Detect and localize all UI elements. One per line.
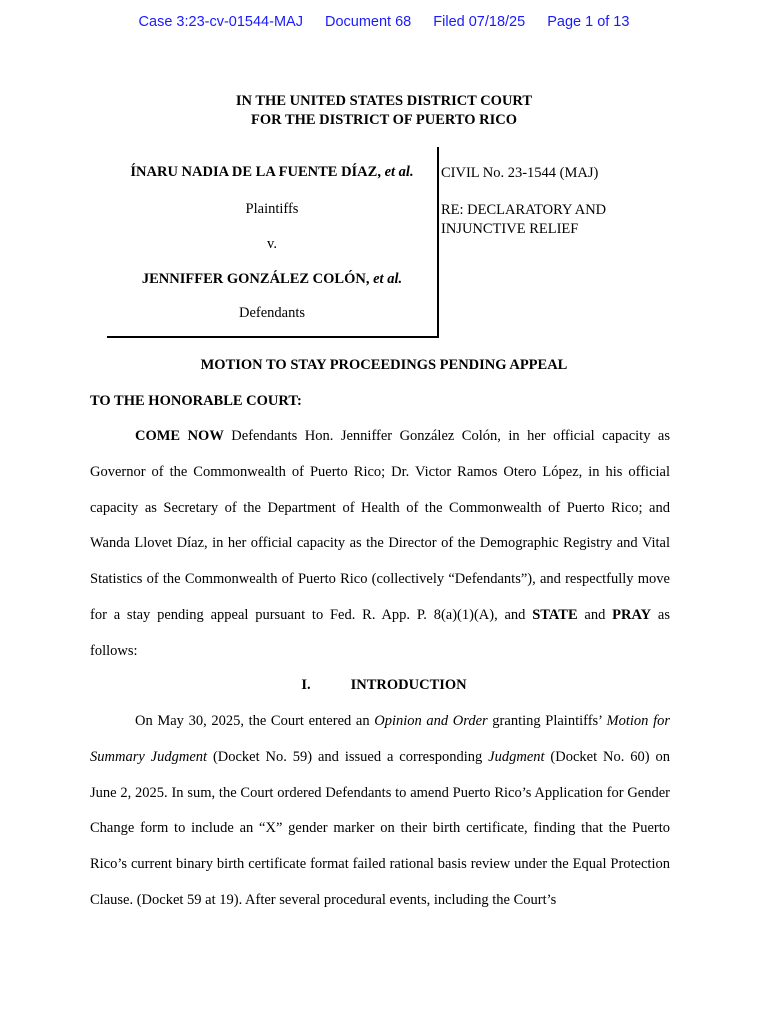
case-number: Case 3:23-cv-01544-MAJ [138,14,303,30]
page-indicator: Page 1 of 13 [547,14,630,30]
relief-type [441,201,606,239]
filed-date: Filed 07/18/25 [433,14,526,30]
motion-title: MOTION TO STAY PROCEEDINGS PENDING APPEAL [200,357,568,373]
come-now: COME NOW [135,428,224,444]
introduction-paragraph: On May 30, 2025, the Court entered an Opinion and Order granting Plaintiffs’ Motion for Summary Judgment (Docket No. 59) and issued a corresponding Judgment (Docket No. 60) on June 2, 2025. In sum, the Court ordered Defendants to amend Puerto Rico’s Application for Gender Change form to include an “X” gender marker on their birth certificate, finding that the Puerto Rico’s current binary birth certificate format failed rational basis review under the Equal Protection Clause. (Docket 59 at 19). After several procedural events, including the Court’s [90,713,670,908]
court-heading [0,92,768,130]
plaintiff-etal: et al. [384,164,414,180]
defendant-etal: et al. [373,271,403,287]
relief-line-1: RE: DECLARATORY AND [441,202,607,218]
opening-paragraph: COME NOW Defendants Hon. Jenniffer González Colón, in her official capacity as Governor of the Commonwealth of Puerto Rico; Dr. Victor Ramos Otero López, in his official capacity as Secretary of the Department of Health of the Commonwealth of Puerto Rico; and Wanda Llovet Díaz, in her official capacity as the Director of the Demographic Registry and Vital Statistics of the Commonwealth of Puerto Rico (collectively “Defendants”), and respectfully move for a stay pending appeal pursuant to Fed. R. App. P. 8(a)(1)(A), and STATE and PRAY as follows: [90,428,670,659]
section-title: INTRODUCTION [350,677,467,693]
versus: v. [267,236,277,252]
plaintiff-name: ÍNARU NADIA DE LA FUENTE DÍAZ, et al. [130,164,414,180]
pray-keyword: PRAY [612,606,652,623]
salutation: TO THE HONORABLE COURT: [90,393,302,409]
section-heading [0,677,768,694]
defendant-role: Defendants [238,305,306,321]
court-line-1: IN THE UNITED STATES DISTRICT COURT [235,93,533,109]
court-line-2: FOR THE DISTRICT OF PUERTO RICO [250,112,518,128]
defendant-name: JENNIFFER GONZÁLEZ COLÓN, et al. [141,271,403,287]
civil-number: CIVIL No. 23-1544 (MAJ) [441,165,599,181]
docket-header [0,14,768,30]
plaintiff-role: Plaintiffs [245,201,299,217]
section-number: I. [301,677,311,693]
relief-line-2: INJUNCTIVE RELIEF [441,221,579,237]
state-keyword: STATE [532,606,578,623]
caption-vertical-rule [437,147,439,338]
caption-horizontal-rule [107,336,439,338]
document-number: Document 68 [324,14,412,30]
